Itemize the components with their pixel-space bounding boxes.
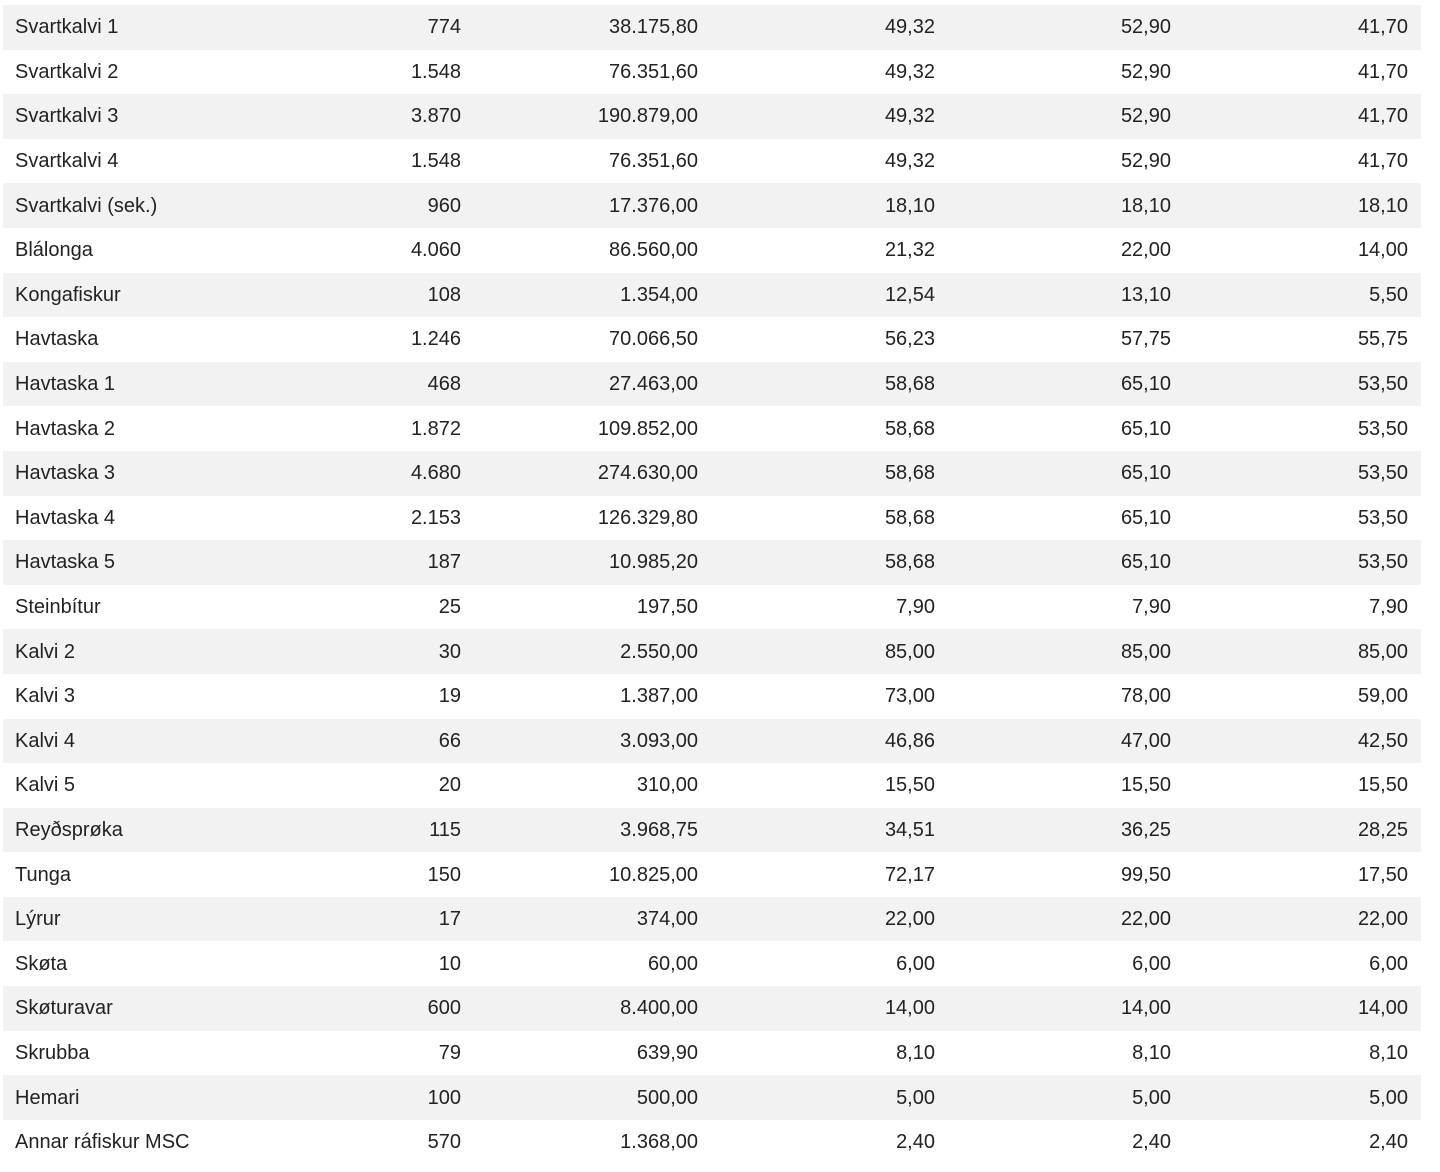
species-name-cell: Havtaska 4 [15,506,116,529]
quantity-cell: 4.060 [410,239,461,262]
total-value-cell: 38.175,80 [609,16,698,39]
species-name-cell: Kalvi 5 [15,774,76,797]
average-price-cell: 49,32 [884,16,935,39]
species-name-cell: Havtaska 3 [15,462,116,485]
total-value-cell: 1.354,00 [620,283,698,306]
quantity-cell: 25 [438,596,461,619]
max-price-cell: 65,10 [1120,506,1171,529]
table-row [3,317,1421,362]
total-value-cell: 10.825,00 [609,863,698,886]
table-row [3,719,1421,764]
max-price-cell: 18,10 [1120,194,1171,217]
species-name-cell: Svartkalvi (sek.) [15,194,158,217]
species-name-cell: Svartkalvi 1 [15,16,119,39]
table-row [3,5,1421,50]
quantity-cell: 1.548 [410,60,461,83]
species-name-cell: Svartkalvi 4 [15,150,119,173]
min-price-cell: 85,00 [1357,640,1408,663]
species-name-cell: Reyðsprøka [15,818,123,841]
max-price-cell: 52,90 [1120,105,1171,128]
min-price-cell: 53,50 [1357,417,1408,440]
max-price-cell: 2,40 [1132,1131,1171,1154]
min-price-cell: 18,10 [1357,194,1408,217]
table-row [3,1120,1421,1165]
total-value-cell: 8.400,00 [620,997,698,1020]
quantity-cell: 20 [438,774,461,797]
min-price-cell: 53,50 [1357,462,1408,485]
total-value-cell: 109.852,00 [597,417,698,440]
quantity-cell: 570 [427,1131,461,1154]
max-price-cell: 65,10 [1120,373,1171,396]
average-price-cell: 49,32 [884,150,935,173]
quantity-cell: 774 [427,16,461,39]
quantity-cell: 79 [438,1041,461,1064]
quantity-cell: 468 [427,373,461,396]
table-row [3,94,1421,139]
total-value-cell: 1.368,00 [620,1131,698,1154]
quantity-cell: 2.153 [410,506,461,529]
species-name-cell: Havtaska 2 [15,417,116,440]
quantity-cell: 3.870 [410,105,461,128]
total-value-cell: 76.351,60 [609,150,698,173]
average-price-cell: 73,00 [884,685,935,708]
average-price-cell: 34,51 [884,818,935,841]
average-price-cell: 14,00 [884,997,935,1020]
table-row [3,897,1421,942]
table-row [3,183,1421,228]
quantity-cell: 1.872 [410,417,461,440]
table-row [3,540,1421,585]
total-value-cell: 3.968,75 [620,818,698,841]
species-name-cell: Annar ráfiskur MSC [15,1131,190,1154]
table-row [3,273,1421,318]
max-price-cell: 5,00 [1132,1086,1171,1109]
quantity-cell: 150 [427,863,461,886]
max-price-cell: 65,10 [1120,551,1171,574]
table-row [3,362,1421,407]
quantity-cell: 19 [438,685,461,708]
average-price-cell: 85,00 [884,640,935,663]
average-price-cell: 58,68 [884,373,935,396]
average-price-cell: 8,10 [896,1041,935,1064]
quantity-cell: 1.548 [410,150,461,173]
average-price-cell: 72,17 [884,863,935,886]
total-value-cell: 374,00 [636,908,698,931]
species-name-cell: Havtaska 5 [15,551,116,574]
min-price-cell: 53,50 [1357,373,1408,396]
average-price-cell: 12,54 [884,283,935,306]
quantity-cell: 1.246 [410,328,461,351]
total-value-cell: 500,00 [636,1086,698,1109]
table-row [3,406,1421,451]
species-name-cell: Svartkalvi 2 [15,60,119,83]
min-price-cell: 14,00 [1357,239,1408,262]
table-row [3,808,1421,853]
average-price-cell: 58,68 [884,506,935,529]
max-price-cell: 15,50 [1120,774,1171,797]
table-row [3,228,1421,273]
max-price-cell: 85,00 [1120,640,1171,663]
species-name-cell: Hemari [15,1086,80,1109]
max-price-cell: 6,00 [1132,952,1171,975]
max-price-cell: 36,25 [1120,818,1171,841]
total-value-cell: 86.560,00 [609,239,698,262]
min-price-cell: 5,00 [1369,1086,1408,1109]
price-table-body [3,5,1421,1164]
average-price-cell: 49,32 [884,60,935,83]
total-value-cell: 17.376,00 [609,194,698,217]
average-price-cell: 7,90 [896,596,935,619]
average-price-cell: 49,32 [884,105,935,128]
total-value-cell: 10.985,20 [609,551,698,574]
max-price-cell: 57,75 [1120,328,1171,351]
species-name-cell: Kalvi 3 [15,685,76,708]
table-row [3,1075,1421,1120]
species-name-cell: Skrubba [15,1041,90,1064]
min-price-cell: 41,70 [1357,16,1408,39]
total-value-cell: 310,00 [636,774,698,797]
species-name-cell: Skøturavar [15,997,113,1020]
max-price-cell: 13,10 [1120,283,1171,306]
average-price-cell: 56,23 [884,328,935,351]
quantity-cell: 30 [438,640,461,663]
table-row [3,496,1421,541]
min-price-cell: 53,50 [1357,551,1408,574]
max-price-cell: 52,90 [1120,16,1171,39]
min-price-cell: 2,40 [1369,1131,1408,1154]
species-name-cell: Svartkalvi 3 [15,105,119,128]
table-row [3,451,1421,496]
total-value-cell: 1.387,00 [620,685,698,708]
total-value-cell: 2.550,00 [620,640,698,663]
species-name-cell: Havtaska 1 [15,373,116,396]
min-price-cell: 14,00 [1357,997,1408,1020]
total-value-cell: 190.879,00 [597,105,698,128]
max-price-cell: 99,50 [1120,863,1171,886]
table-row [3,986,1421,1031]
average-price-cell: 15,50 [884,774,935,797]
average-price-cell: 21,32 [884,239,935,262]
species-name-cell: Havtaska [15,328,99,351]
total-value-cell: 197,50 [636,596,698,619]
quantity-cell: 4.680 [410,462,461,485]
species-name-cell: Kalvi 2 [15,640,76,663]
max-price-cell: 22,00 [1120,239,1171,262]
min-price-cell: 41,70 [1357,60,1408,83]
total-value-cell: 70.066,50 [609,328,698,351]
quantity-cell: 600 [427,997,461,1020]
min-price-cell: 42,50 [1357,729,1408,752]
min-price-cell: 6,00 [1369,952,1408,975]
price-table-container [3,5,1421,1164]
average-price-cell: 2,40 [896,1131,935,1154]
max-price-cell: 52,90 [1120,60,1171,83]
min-price-cell: 5,50 [1369,283,1408,306]
average-price-cell: 46,86 [884,729,935,752]
total-value-cell: 639,90 [636,1041,698,1064]
species-name-cell: Kalvi 4 [15,729,76,752]
total-value-cell: 76.351,60 [609,60,698,83]
price-table [3,5,1421,1164]
min-price-cell: 59,00 [1357,685,1408,708]
quantity-cell: 17 [438,908,461,931]
species-name-cell: Skøta [15,952,68,975]
max-price-cell: 65,10 [1120,417,1171,440]
min-price-cell: 15,50 [1357,774,1408,797]
quantity-cell: 10 [438,952,461,975]
min-price-cell: 22,00 [1357,908,1408,931]
min-price-cell: 8,10 [1369,1041,1408,1064]
total-value-cell: 60,00 [647,952,698,975]
max-price-cell: 65,10 [1120,462,1171,485]
table-row [3,674,1421,719]
min-price-cell: 41,70 [1357,105,1408,128]
average-price-cell: 58,68 [884,551,935,574]
table-row [3,629,1421,674]
table-row [3,941,1421,986]
quantity-cell: 115 [429,818,461,841]
total-value-cell: 126.329,80 [597,506,698,529]
average-price-cell: 58,68 [884,462,935,485]
table-row [3,585,1421,630]
table-row [3,50,1421,95]
quantity-cell: 66 [438,729,461,752]
average-price-cell: 22,00 [884,908,935,931]
average-price-cell: 6,00 [896,952,935,975]
max-price-cell: 14,00 [1120,997,1171,1020]
species-name-cell: Kongafiskur [15,283,121,306]
total-value-cell: 3.093,00 [620,729,698,752]
min-price-cell: 17,50 [1357,863,1408,886]
max-price-cell: 47,00 [1120,729,1171,752]
quantity-cell: 960 [427,194,461,217]
min-price-cell: 7,90 [1369,596,1408,619]
average-price-cell: 5,00 [896,1086,935,1109]
total-value-cell: 27.463,00 [609,373,698,396]
quantity-cell: 108 [427,283,461,306]
max-price-cell: 22,00 [1120,908,1171,931]
min-price-cell: 53,50 [1357,506,1408,529]
table-row [3,1031,1421,1076]
table-row [3,763,1421,808]
species-name-cell: Tunga [15,863,71,886]
table-row [3,139,1421,184]
species-name-cell: Lýrur [15,908,61,931]
max-price-cell: 52,90 [1120,150,1171,173]
average-price-cell: 18,10 [884,194,935,217]
species-name-cell: Blálonga [15,239,93,262]
max-price-cell: 8,10 [1132,1041,1171,1064]
species-name-cell: Steinbítur [15,596,101,619]
min-price-cell: 41,70 [1357,150,1408,173]
max-price-cell: 78,00 [1120,685,1171,708]
average-price-cell: 58,68 [884,417,935,440]
min-price-cell: 55,75 [1357,328,1408,351]
quantity-cell: 187 [427,551,461,574]
min-price-cell: 28,25 [1357,818,1408,841]
max-price-cell: 7,90 [1132,596,1171,619]
total-value-cell: 274.630,00 [597,462,698,485]
quantity-cell: 100 [427,1086,461,1109]
table-row [3,852,1421,897]
